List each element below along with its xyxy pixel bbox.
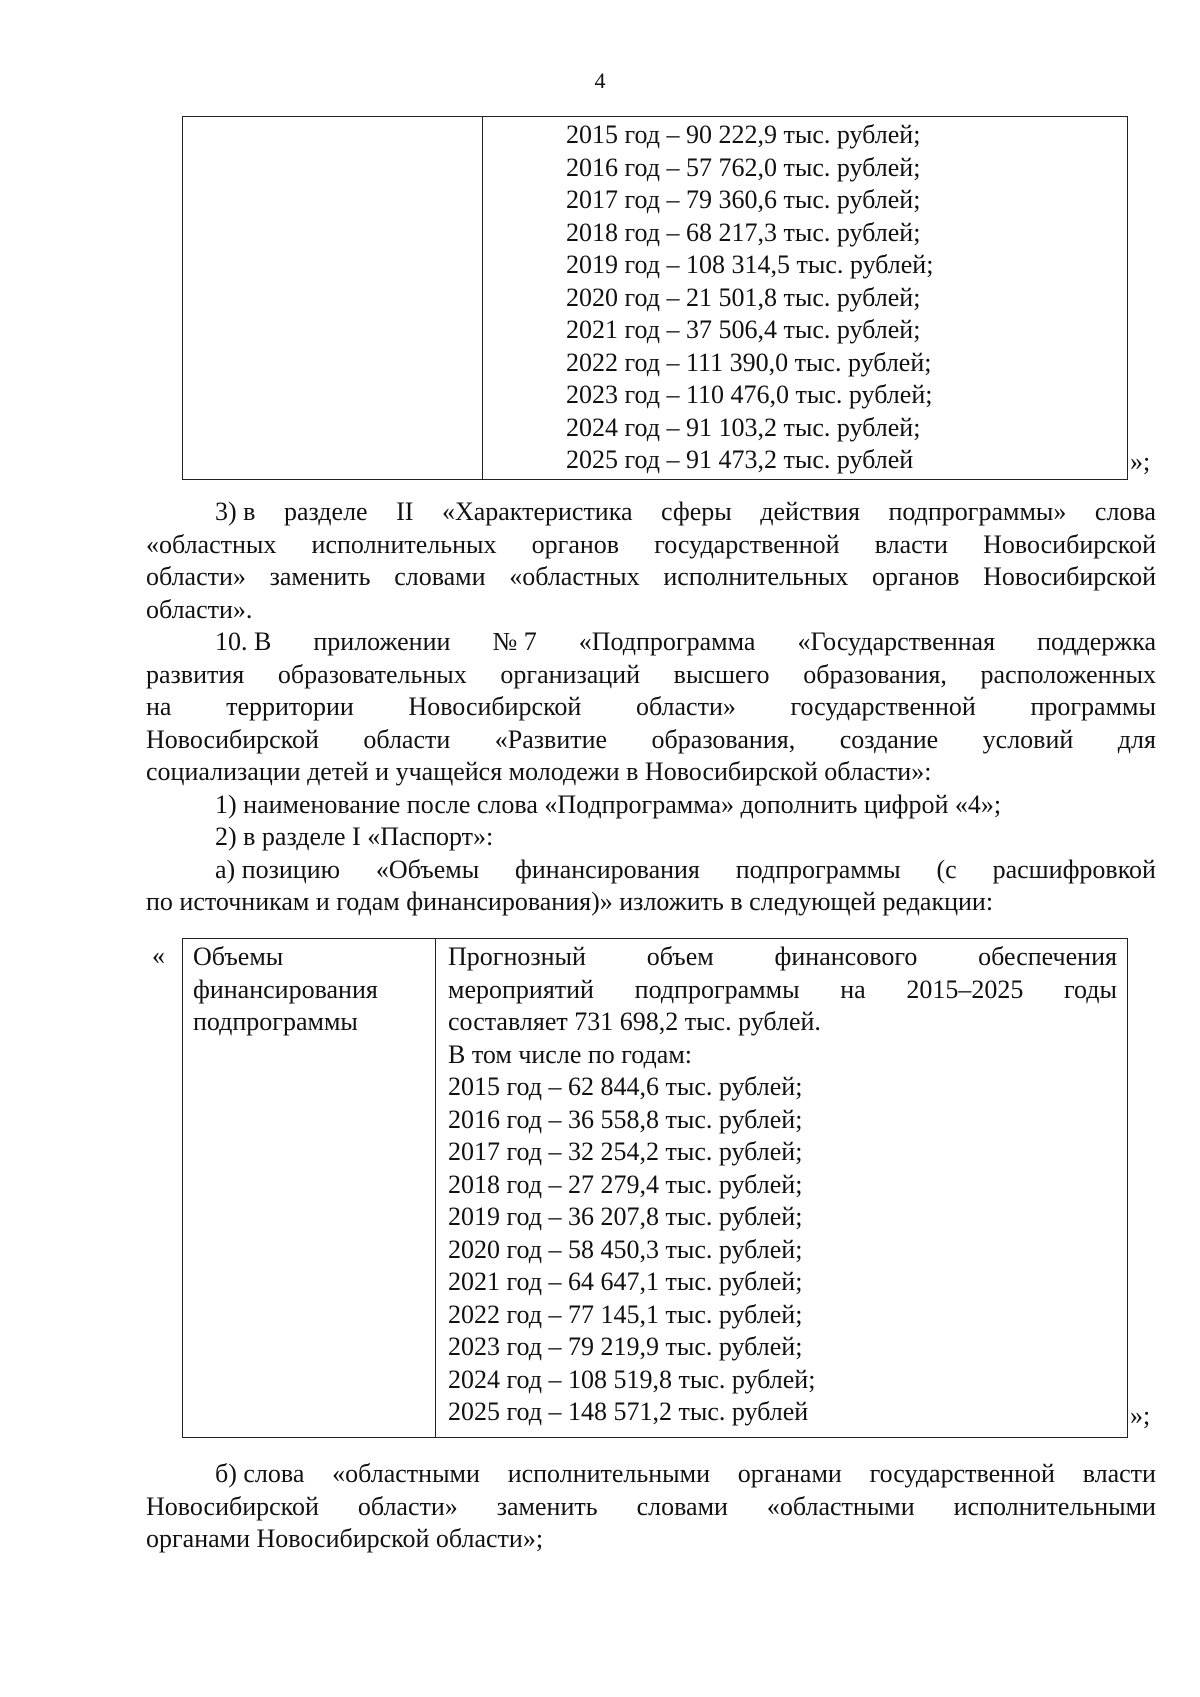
paragraph-item-b [146,1458,1156,1556]
amount-line: 2018 год – 68 217,3 тыс. рублей; [566,217,921,247]
amount-line: 2025 год – 148 571,2 тыс. рублей [448,1397,809,1426]
amount-line: 2019 год – 108 314,5 тыс. рублей; [566,250,934,279]
last-line: по источникам и годам финансирования)» изложить в следующей редакции: [146,887,994,916]
justified-line: Новосибирской области «Развитие образования, создание условий для [146,724,1156,754]
item-1-line: 1) наименование после слова «Подпрограмма» дополнить цифрой «4»; [215,789,1002,819]
table-label-cell [183,939,436,1437]
amount-line: 2023 год – 79 219,9 тыс. рублей; [448,1332,803,1361]
amount-line: 2024 год – 108 519,8 тыс. рублей; [448,1364,816,1394]
amount-line: 2020 год – 58 450,3 тыс. рублей; [448,1234,803,1264]
amount-line: 2025 год – 91 473,2 тыс. рублей [566,445,914,474]
item-2-line: 2) в разделе I «Паспорт»: [215,822,494,851]
justified-line: «областных исполнительных органов государственной власти Новосибирской [146,529,1156,559]
amount-line: 2020 год – 21 501,8 тыс. рублей; [566,282,921,312]
amount-line: 2022 год – 77 145,1 тыс. рублей; [448,1299,803,1329]
amount-line: 2022 год – 111 390,0 тыс. рублей; [566,347,932,377]
opening-quote: « [152,941,165,970]
amount-line: 2016 год – 36 558,8 тыс. рублей; [448,1104,803,1134]
justified-line: 10. В приложении № 7 «Подпрограмма «Государственная поддержка [215,627,1156,656]
justified-line: развития образовательных организаций высшего образования, расположенных [146,659,1156,689]
table-right-cell [483,117,1127,479]
justified-line: области» заменить словами «областных исполнительных органов Новосибирской [146,562,1156,591]
amount-line: 2021 год – 37 506,4 тыс. рублей; [566,315,921,344]
amount-line: 2018 год – 27 279,4 тыс. рублей; [448,1169,803,1199]
justified-line: мероприятий подпрограммы на 2015–2025 годы [448,974,1117,1004]
last-line: органами Новосибирской области»; [146,1524,544,1553]
last-line: социализации детей и учащейся молодежи в Новосибирской области»: [146,757,932,786]
financing-table [182,938,1128,1438]
last-line: области». [146,594,253,624]
closing-quote: »; [1130,1401,1151,1430]
table-left-cell [183,117,483,479]
amount-line: 2017 год – 32 254,2 тыс. рублей; [448,1137,803,1166]
financing-table-continued [182,116,1128,480]
amount-line: 2016 год – 57 762,0 тыс. рублей; [566,152,921,182]
table-value-cell [436,939,1127,1437]
amount-line: 2015 год – 90 222,9 тыс. рублей; [566,120,921,149]
amount-line: 2017 год – 79 360,6 тыс. рублей; [566,185,921,214]
label-line: финансирования [193,974,378,1004]
amount-line: 2015 год – 62 844,6 тыс. рублей; [448,1072,803,1101]
by-years-line: В том числе по годам: [448,1039,692,1069]
justified-line: на территории Новосибирской области» государственной программы [146,692,1156,721]
amount-line: 2019 год – 36 207,8 тыс. рублей; [448,1202,803,1231]
justified-line: Новосибирской области» заменить словами «областными исполнительными [146,1491,1156,1521]
closing-quote: »; [1130,447,1151,476]
paragraph-item-3 [146,496,1156,626]
paragraph-item-10 [146,626,1156,919]
total-line: составляет 731 698,2 тыс. рублей. [448,1007,821,1036]
amount-line: 2023 год – 110 476,0 тыс. рублей; [566,380,933,409]
justified-line: Прогнозный объем финансового обеспечения [448,942,1117,971]
label-line: подпрограммы [193,1007,358,1036]
label-line: Объемы [193,942,284,971]
justified-line: а) позицию «Объемы финансирования подпрограммы (с расшифровкой [215,854,1156,884]
page-number: 4 [594,68,606,93]
amount-line: 2024 год – 91 103,2 тыс. рублей; [566,412,921,442]
justified-line: б) слова «областными исполнительными органами государственной власти [215,1459,1156,1488]
justified-line: 3) в разделе II «Характеристика сферы действия подпрограммы» слова [215,497,1156,526]
amount-line: 2021 год – 64 647,1 тыс. рублей; [448,1267,803,1296]
